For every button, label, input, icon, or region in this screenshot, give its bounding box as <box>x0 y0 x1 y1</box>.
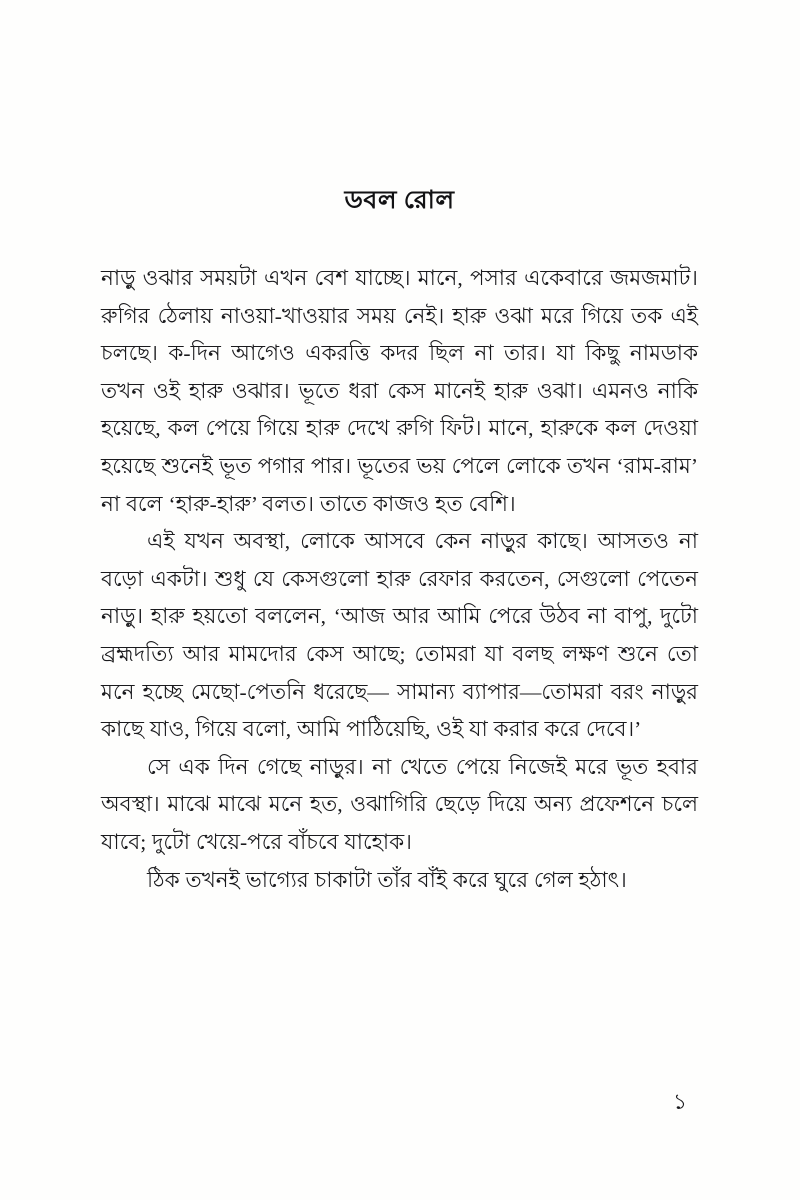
page-number <box>0 1085 800 1122</box>
chapter-title: ডবল রোল <box>344 187 455 214</box>
paragraph-2: এই যখন অবস্থা, লোকে আসবে কেন নাড়ুর কাছে। আসতও না বড়ো একটা। শুধু যে কেসগুলো হারু রেফার করতেন, সেগুলো পেতেন নাড়ু। হারু হয়তো বললেন, ‘আজ আর আমি পেরে উঠব না বাপু, দুটো ব্রহ্মদত্যি আর মামদোর কেস আছে; তোমরা যা বলছ লক্ষণ শুনে তো মনে হচ্ছে মেছো-পেতনি ধরেছে— সামান্য ব্যাপার—তোমরা বরং নাড়ুর কাছে যাও, গিয়ে বলো, আমি পাঠিয়েছি, ওই যা করার করে দেবে।’ <box>101 529 698 742</box>
page-number-value: ১ <box>672 1089 688 1114</box>
page-text-block <box>101 186 698 899</box>
paragraph-1: নাড়ু ওঝার সময়টা এখন বেশ যাচ্ছে। মানে, পসার একেবারে জমজমাট। রুগির ঠেলায় নাওয়া-খাওয়ার সময় নেই। হারু ওঝা মরে গিয়ে তক এই চলছে। ক-দিন আগেও একরত্তি কদর ছিল না তার। যা কিছু নামডাক তখন ওই হারু ওঝার। ভূতে ধরা কেস মানেই হারু ওঝা। এমনও নাকি হয়েছে, কল পেয়ে গিয়ে হারু দেখে রুগি ফিট। মানে, হারুকে কল দেওয়া হয়েছে শুনেই ভূত পগার পার। ভূতের ভয় পেলে লোকে তখন ‘রাম-রাম’ না বলে ‘হারু-হারু’ বলত। তাতে কাজও হত বেশি। <box>101 266 698 516</box>
paragraph-4: ঠিক তখনই ভাগ্যের চাকাটা তাঁর বাঁই করে ঘুরে গেল হঠাৎ। <box>147 867 627 892</box>
paragraph-3: সে এক দিন গেছে নাড়ুর। না খেতে পেয়ে নিজেই মরে ভূত হবার অবস্থা। মাঝে মাঝে মনে হত, ওঝাগিরি ছেড়ে দিয়ে অন্য প্রফেশনে চলে যাবে; দুটো খেয়ে-পরে বাঁচবে যাহোক। <box>101 754 698 854</box>
